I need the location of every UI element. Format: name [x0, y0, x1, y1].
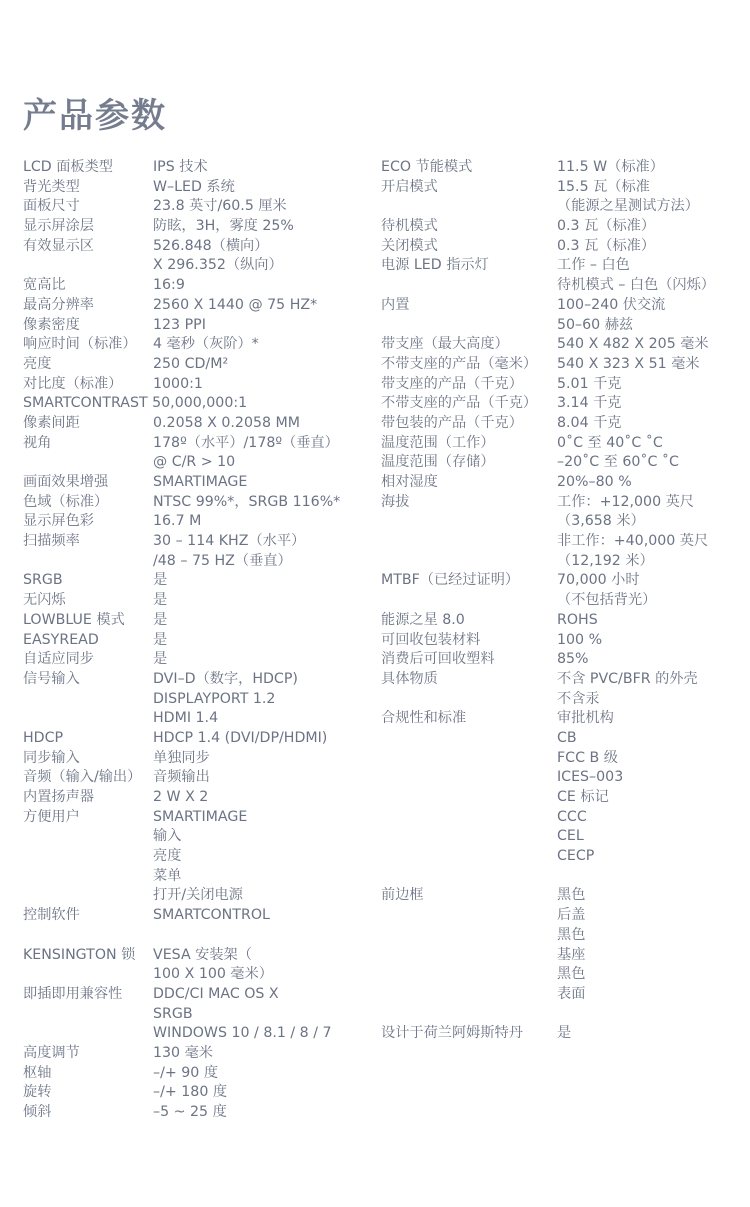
spec-label: HDCP: [23, 729, 64, 746]
spec-row: [23, 768, 375, 788]
spec-value: CEL: [557, 828, 584, 845]
spec-row: [381, 768, 743, 788]
spec-value: DDC/CI MAC OS X: [153, 985, 279, 1002]
spec-row: [23, 178, 375, 198]
spec-value: –20˚C 至 60˚C ˚C: [557, 454, 679, 471]
spec-value: 是: [153, 611, 168, 628]
spec-row: [381, 1005, 743, 1025]
spec-row: [381, 276, 743, 296]
spec-row: [381, 729, 743, 749]
spec-row: [23, 591, 375, 611]
spec-label: 不带支座的产品（毫米）: [381, 355, 538, 372]
spec-value: 黑色: [557, 887, 586, 904]
spec-row: [23, 1024, 375, 1044]
spec-value: 后盖: [557, 907, 586, 924]
spec-row: [381, 493, 743, 513]
spec-row: [23, 670, 375, 690]
spec-row: [23, 414, 375, 434]
spec-row: [381, 611, 743, 631]
spec-value: VESA 安装架（: [153, 946, 252, 963]
spec-label: 内置扬声器: [23, 789, 94, 805]
spec-row: [381, 316, 743, 336]
spec-row: [381, 788, 743, 808]
spec-row: [23, 217, 375, 237]
spec-label: 待机模式: [381, 218, 438, 235]
spec-value: 50–60 赫兹: [557, 316, 634, 333]
spec-row: [381, 237, 743, 257]
spec-value: 工作 – 白色: [557, 257, 630, 274]
spec-value: –5 ~ 25 度: [153, 1104, 227, 1120]
spec-value: HDCP 1.4 (DVI/DP/HDMI): [153, 729, 328, 746]
spec-label: LCD 面板类型: [23, 159, 113, 175]
spec-label: 具体物质: [381, 670, 438, 687]
spec-row: [23, 532, 375, 552]
spec-row: [381, 217, 743, 237]
spec-value: （不包括背光）: [557, 592, 657, 609]
spec-row: [23, 729, 375, 749]
spec-label: ECO 节能模式: [381, 159, 473, 175]
spec-row: [23, 1044, 375, 1064]
spec-value: SMARTCONTROL: [153, 907, 270, 924]
spec-label: 温度范围（工作）: [381, 434, 495, 451]
spec-row: [23, 611, 375, 631]
spec-value: 0˚C 至 40˚C ˚C: [557, 434, 663, 451]
spec-value: 黑色: [557, 926, 586, 943]
spec-row: [23, 375, 375, 395]
spec-label: 像素间距: [23, 414, 80, 431]
spec-label: 面板尺寸: [23, 198, 80, 215]
spec-value: 11.5 W（标准）: [557, 159, 664, 175]
spec-value: NTSC 99%*，SRGB 116%*: [153, 493, 341, 510]
spec-row: [23, 1103, 375, 1123]
spec-label: 色域（标准）: [23, 493, 109, 510]
spec-value: 亮度: [153, 848, 182, 865]
spec-value: 250 CD/M²: [153, 355, 229, 372]
spec-value: （能源之星测试方法）: [557, 198, 699, 215]
spec-label: 即插即用兼容性: [23, 985, 123, 1002]
spec-value: 5.01 千克: [557, 375, 622, 392]
spec-value: X 296.352（纵向）: [153, 257, 283, 274]
spec-row: [381, 414, 743, 434]
spec-value: 是: [557, 1025, 572, 1042]
spec-row: [23, 571, 375, 591]
spec-value: 是: [153, 592, 168, 609]
spec-value: SRGB: [153, 1005, 193, 1022]
spec-row: [381, 434, 743, 454]
spec-label: 显示屏色彩: [23, 513, 94, 530]
spec-row: [381, 827, 743, 847]
spec-value: 16.7 M: [153, 513, 202, 530]
spec-row: [23, 650, 375, 670]
spec-row: [381, 355, 743, 375]
spec-row: [381, 1024, 743, 1044]
spec-label: SRGB: [23, 572, 63, 589]
spec-value: /48 – 75 HZ（垂直）: [153, 552, 292, 569]
spec-value: 540 X 323 X 51 毫米: [557, 355, 700, 372]
spec-row: [381, 749, 743, 769]
spec-row: [381, 178, 743, 198]
spec-value: 不含汞: [557, 690, 600, 707]
spec-value: –/+ 90 度: [153, 1064, 219, 1081]
spec-label: 电源 LED 指示灯: [381, 257, 489, 274]
spec-value: DVI–D（数字，HDCP): [153, 670, 298, 687]
spec-label: 像素密度: [23, 316, 80, 333]
spec-label: 开启模式: [381, 178, 438, 195]
spec-label: 有效显示区: [23, 237, 94, 254]
spec-row: [23, 276, 375, 296]
spec-row: [381, 552, 743, 572]
spec-row: [23, 946, 375, 966]
spec-row: [23, 709, 375, 729]
spec-label: SMARTCONTRAST 50,000,000:1: [23, 395, 248, 412]
spec-row: [381, 690, 743, 710]
spec-column-right: [381, 158, 743, 1044]
spec-value: 178º（水平）/178º（垂直）: [153, 434, 339, 451]
spec-label: 信号输入: [23, 670, 80, 687]
spec-label: 可回收包装材料: [381, 631, 481, 648]
spec-value: 防眩，3H，雾度 25%: [153, 218, 294, 235]
spec-row: [23, 394, 375, 414]
spec-row: [381, 571, 743, 591]
spec-label: 能源之星 8.0: [381, 611, 465, 628]
spec-label: 画面效果增强: [23, 474, 109, 490]
spec-row: [23, 631, 375, 651]
spec-row: [23, 493, 375, 513]
spec-row: [23, 296, 375, 316]
spec-value: 8.04 千克: [557, 414, 622, 431]
spec-label: 设计于荷兰阿姆斯特丹: [381, 1025, 523, 1042]
spec-value: CCC: [557, 808, 587, 825]
spec-row: [381, 532, 743, 552]
spec-value: 是: [153, 572, 168, 589]
spec-row: [23, 690, 375, 710]
spec-value: 100 %: [557, 631, 603, 648]
spec-row: [381, 926, 743, 946]
spec-row: [23, 434, 375, 454]
spec-row: [381, 709, 743, 729]
spec-row: [23, 827, 375, 847]
spec-row: [23, 197, 375, 217]
spec-value: （3,658 米）: [557, 513, 645, 530]
spec-row: [381, 946, 743, 966]
spec-row: [23, 473, 375, 493]
spec-value: 不含 PVC/BFR 的外壳: [557, 670, 698, 687]
spec-label: 带支座（最大高度）: [381, 336, 509, 353]
spec-label: 音频（输入/输出）: [23, 769, 142, 786]
spec-value: 非工作：+40,000 英尺: [557, 533, 709, 550]
spec-row: [23, 926, 375, 946]
spec-label: 旋转: [23, 1084, 52, 1101]
spec-row: [381, 296, 743, 316]
spec-row: [23, 808, 375, 828]
spec-row: [23, 886, 375, 906]
spec-row: [23, 316, 375, 336]
spec-label: 海拔: [381, 493, 410, 510]
spec-value: 审批机构: [557, 710, 614, 727]
spec-row: [381, 985, 743, 1005]
spec-label: 不带支座的产品（千克）: [381, 395, 538, 412]
spec-row: [23, 512, 375, 532]
spec-label: 视角: [23, 434, 52, 451]
spec-label: 消费后可回收塑料: [381, 651, 495, 668]
spec-label: 方便用户: [23, 808, 80, 825]
spec-row: [23, 965, 375, 985]
spec-row: [381, 375, 743, 395]
spec-row: [381, 670, 743, 690]
spec-row: [23, 1083, 375, 1103]
spec-label: 倾斜: [23, 1104, 52, 1120]
spec-value: CB: [557, 729, 577, 746]
spec-row: [23, 906, 375, 926]
spec-row: [23, 355, 375, 375]
spec-label: 带包装的产品（千克）: [381, 414, 523, 431]
spec-row: [381, 335, 743, 355]
spec-value: HDMI 1.4: [153, 710, 219, 727]
spec-row: [381, 867, 743, 887]
spec-value: 3.14 千克: [557, 395, 622, 412]
spec-row: [23, 1064, 375, 1084]
page-title: 产品参数: [23, 96, 167, 136]
spec-value: 1000:1: [153, 375, 203, 392]
spec-label: 无闪烁: [23, 592, 66, 609]
spec-value: SMARTIMAGE: [153, 474, 248, 490]
spec-row: [23, 453, 375, 473]
spec-row: [381, 906, 743, 926]
spec-value: 黑色: [557, 966, 586, 983]
spec-value: 23.8 英寸/60.5 厘米: [153, 198, 287, 215]
spec-label: 扫描频率: [23, 533, 80, 550]
spec-row: [381, 847, 743, 867]
spec-value: 4 毫秒（灰阶）*: [153, 336, 259, 353]
spec-value: 100–240 伏交流: [557, 296, 666, 313]
spec-row: [381, 394, 743, 414]
spec-value: 540 X 482 X 205 毫米: [557, 336, 709, 353]
spec-label: LOWBLUE 模式: [23, 611, 125, 628]
spec-value: 工作：+12,000 英尺: [557, 493, 694, 510]
spec-row: [23, 335, 375, 355]
spec-label: MTBF（已经过证明）: [381, 572, 520, 589]
spec-value: 526.848（横向）: [153, 237, 269, 254]
spec-value: CE 标记: [557, 789, 609, 805]
spec-value: 单独同步: [153, 749, 210, 766]
spec-value: 打开/关闭电源: [153, 887, 243, 904]
spec-label: EASYREAD: [23, 631, 99, 648]
spec-row: [23, 867, 375, 887]
spec-label: 背光类型: [23, 178, 80, 195]
spec-value: 0.3 瓦（标准）: [557, 237, 656, 254]
spec-value: 30 – 114 KHZ（水平）: [153, 533, 306, 550]
spec-value: WINDOWS 10 / 8.1 / 8 / 7: [153, 1025, 332, 1042]
spec-label: 宽高比: [23, 277, 66, 294]
spec-value: 菜单: [153, 867, 182, 884]
spec-value: IPS 技术: [153, 159, 208, 175]
spec-value: 16:9: [153, 277, 185, 294]
spec-value: 123 PPI: [153, 316, 206, 333]
spec-row: [381, 197, 743, 217]
spec-value: 是: [153, 651, 168, 668]
spec-label: 自适应同步: [23, 651, 94, 668]
spec-label: 枢轴: [23, 1064, 52, 1081]
spec-label: 亮度: [23, 355, 52, 372]
spec-value: 85%: [557, 651, 589, 668]
spec-label: 前边框: [381, 887, 424, 904]
spec-value: 70,000 小时: [557, 572, 640, 589]
spec-value: 音频输出: [153, 769, 210, 786]
spec-label: 带支座的产品（千克）: [381, 375, 523, 392]
spec-value: 0.2058 X 0.2058 MM: [153, 414, 301, 431]
spec-value: –/+ 180 度: [153, 1084, 228, 1101]
spec-value: FCC B 级: [557, 749, 618, 766]
spec-row: [381, 512, 743, 532]
spec-label: KENSINGTON 锁: [23, 946, 136, 963]
spec-value: 100 X 100 毫米）: [153, 966, 273, 983]
spec-value: 是: [153, 631, 168, 648]
spec-value: 2560 X 1440 @ 75 HZ*: [153, 296, 318, 313]
spec-value: 130 毫米: [153, 1044, 213, 1061]
spec-row: [23, 749, 375, 769]
spec-value: 待机模式 – 白色（闪烁）: [557, 277, 715, 294]
spec-row: [23, 552, 375, 572]
spec-row: [381, 886, 743, 906]
spec-value: @ C/R > 10: [153, 454, 236, 471]
spec-label: 内置: [381, 296, 410, 313]
spec-value: SMARTIMAGE: [153, 808, 248, 825]
spec-value: ICES–003: [557, 769, 624, 786]
spec-value: ROHS: [557, 611, 598, 628]
spec-row: [381, 631, 743, 651]
spec-label: 相对湿度: [381, 474, 438, 490]
spec-value: DISPLAYPORT 1.2: [153, 690, 276, 707]
spec-value: CECP: [557, 848, 595, 865]
spec-label: 关闭模式: [381, 237, 438, 254]
spec-label: 响应时间（标准）: [23, 336, 137, 353]
spec-label: 同步输入: [23, 749, 80, 766]
spec-label: 控制软件: [23, 907, 80, 924]
spec-label: 高度调节: [23, 1044, 80, 1061]
spec-row: [381, 453, 743, 473]
spec-value: 15.5 瓦（标准: [557, 178, 650, 195]
spec-row: [381, 650, 743, 670]
spec-label: 合规性和标准: [381, 710, 467, 727]
spec-row: [23, 985, 375, 1005]
spec-value: 2 W X 2: [153, 789, 209, 805]
spec-value: 输入: [153, 828, 182, 845]
spec-row: [381, 473, 743, 493]
spec-column-left: [23, 158, 375, 1123]
spec-row: [23, 1005, 375, 1025]
spec-row: [381, 808, 743, 828]
spec-value: （12,192 米）: [557, 552, 654, 569]
spec-value: 0.3 瓦（标准）: [557, 218, 656, 235]
spec-row: [381, 965, 743, 985]
spec-value: 20%–80 %: [557, 474, 632, 490]
spec-label: 对比度（标准）: [23, 375, 123, 392]
spec-label: 温度范围（存储）: [381, 454, 495, 471]
spec-value: 表面: [557, 985, 586, 1002]
spec-row: [23, 847, 375, 867]
spec-row: [381, 591, 743, 611]
spec-row: [381, 256, 743, 276]
spec-label: 最高分辨率: [23, 296, 94, 313]
spec-row: [23, 256, 375, 276]
spec-row: [23, 158, 375, 178]
spec-row: [381, 158, 743, 178]
spec-value: 基座: [557, 946, 586, 963]
spec-row: [23, 237, 375, 257]
spec-label: 显示屏涂层: [23, 218, 94, 235]
spec-value: W–LED 系统: [153, 178, 235, 195]
spec-row: [23, 788, 375, 808]
